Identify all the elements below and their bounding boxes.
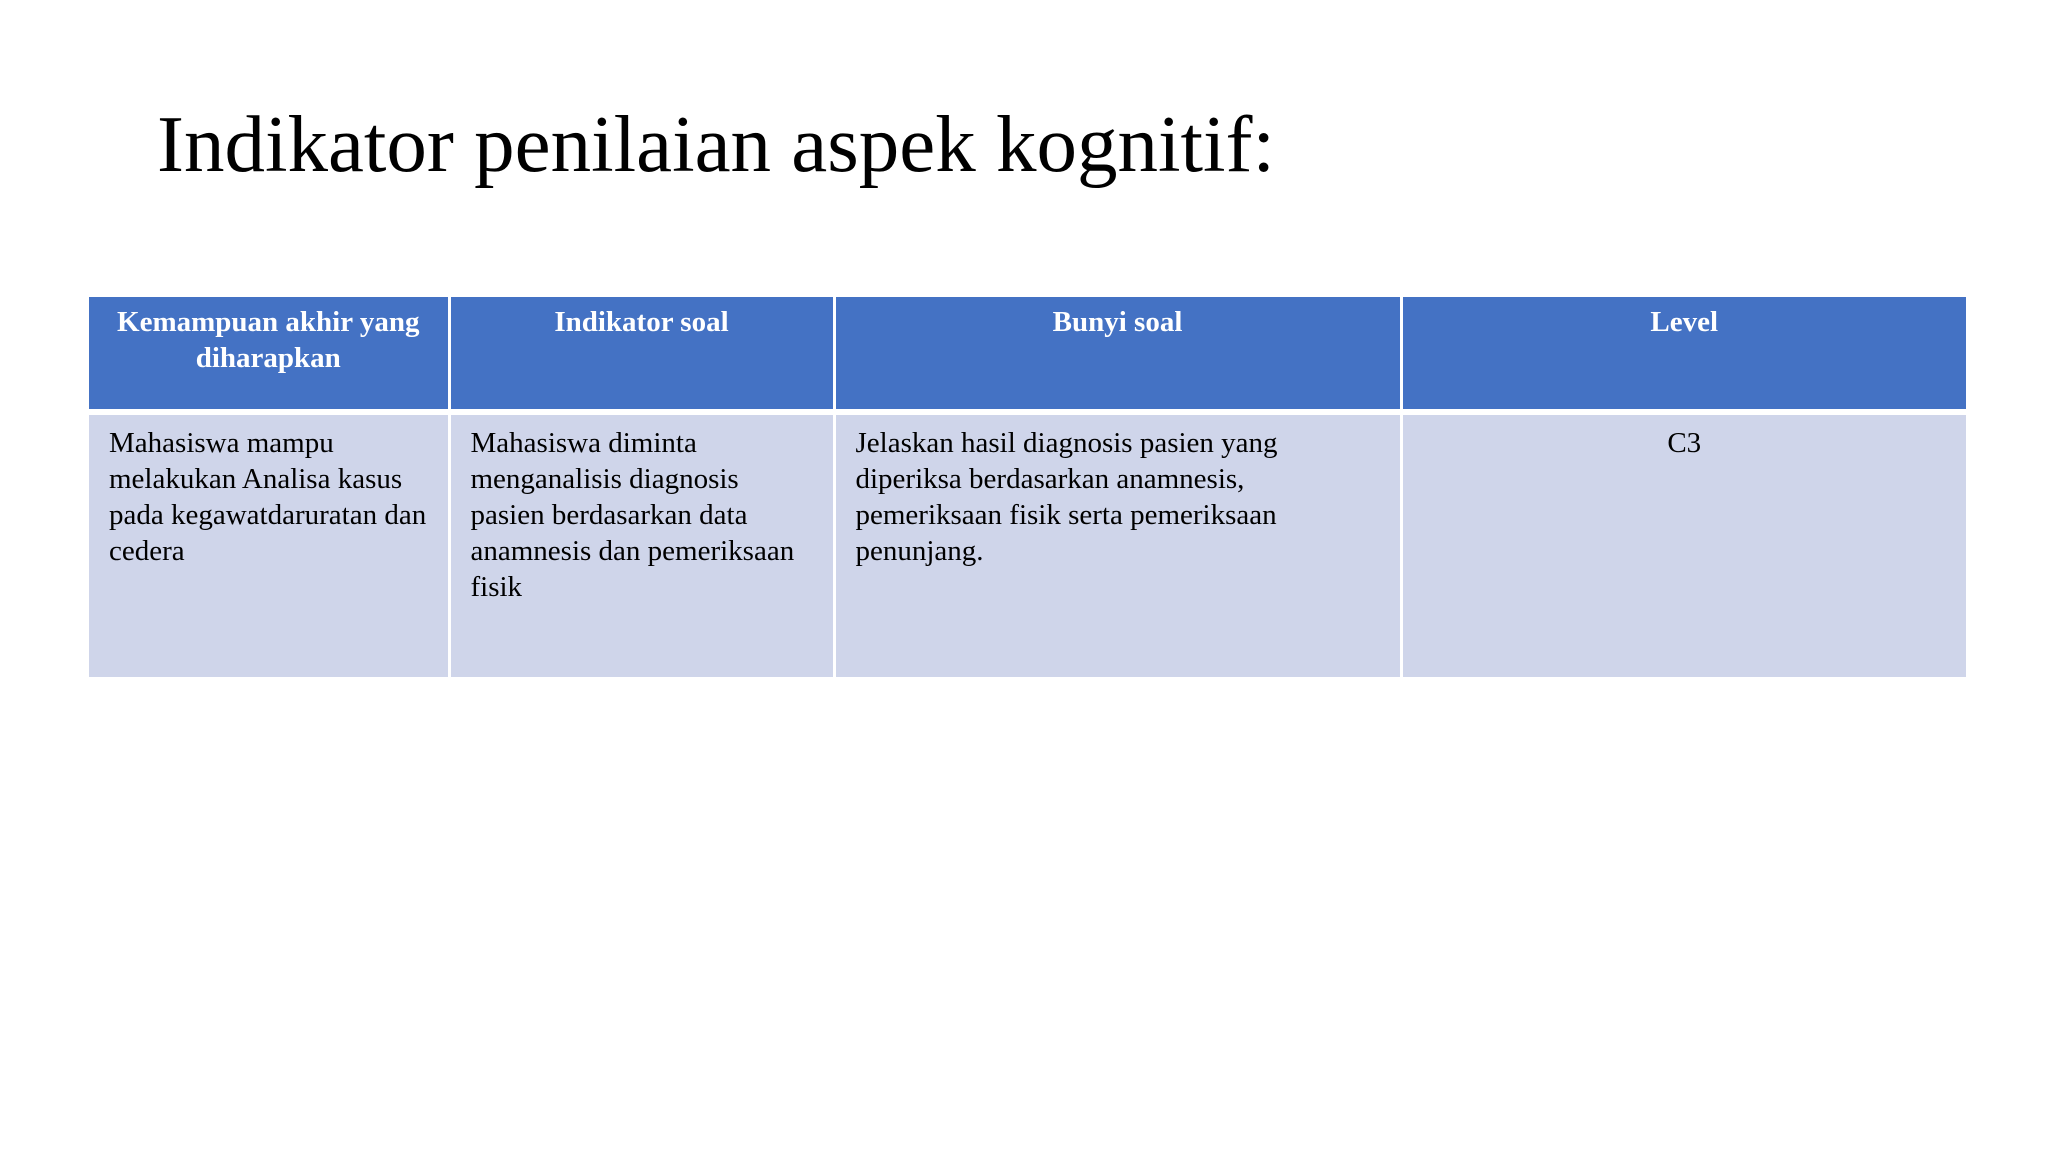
table-body <box>89 412 1966 677</box>
header-bunyi-soal: Bunyi soal <box>834 297 1401 412</box>
cell-kemampuan-akhir: Mahasiswa mampu melakukan Analisa kasus pada kegawatdaruratan dan cedera <box>89 412 449 677</box>
table-header <box>89 297 1966 412</box>
table-row <box>89 412 1966 677</box>
assessment-table <box>89 297 1966 677</box>
cell-bunyi-soal: Jelaskan hasil diagnosis pasien yang diperiksa berdasarkan anamnesis, pemeriksaan fisik serta pemeriksaan penunjang. <box>834 412 1401 677</box>
header-kemampuan-akhir: Kemampuan akhir yang diharapkan <box>89 297 449 412</box>
header-level: Level <box>1401 297 1966 412</box>
slide-title: Indikator penilaian aspek kognitif: <box>157 99 1275 189</box>
header-row <box>89 297 1966 412</box>
cell-level: C3 <box>1401 412 1966 677</box>
header-indikator-soal: Indikator soal <box>449 297 834 412</box>
assessment-table-container <box>89 297 1966 677</box>
cell-indikator-soal: Mahasiswa diminta menganalisis diagnosis pasien berdasarkan data anamnesis dan pemeriksaan fisik <box>449 412 834 677</box>
